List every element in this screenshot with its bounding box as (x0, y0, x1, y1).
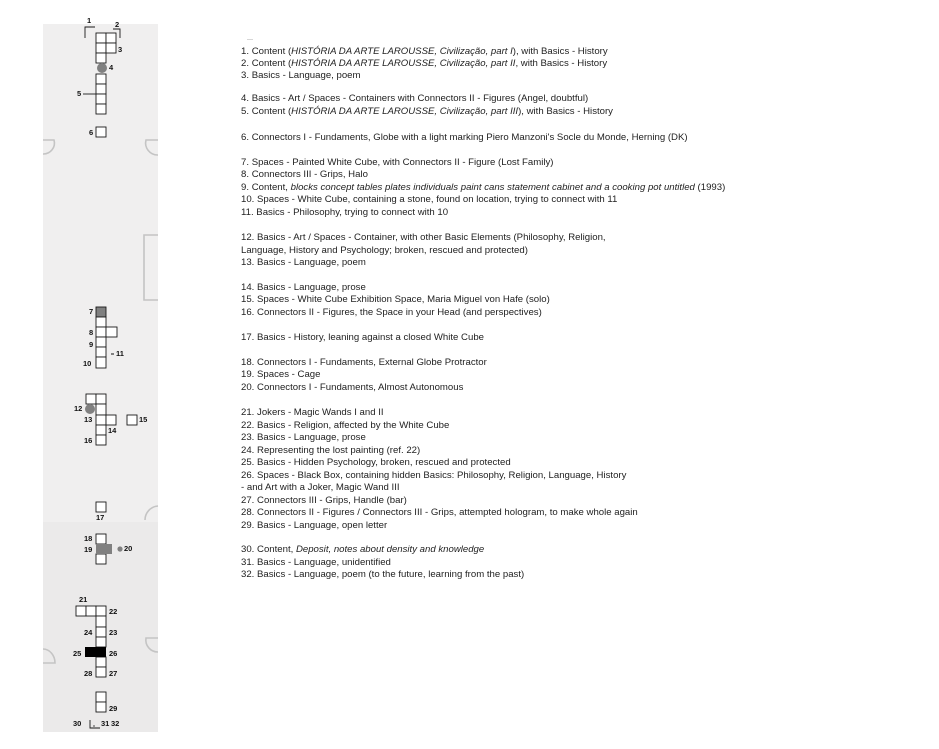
door-arc-right-2 (145, 506, 158, 520)
legend-entry-number: 26. (241, 470, 255, 481)
element-dot-4 (97, 63, 107, 73)
element-box (127, 415, 137, 425)
element-box (96, 606, 106, 616)
element-box (96, 307, 106, 317)
plan-label-5: 5 (77, 89, 82, 98)
element-box (96, 347, 106, 357)
plan-label-9: 9 (89, 340, 94, 349)
element-box (96, 425, 106, 435)
plan-label-3: 3 (118, 45, 123, 54)
legend-entry-title: HISTÓRIA DA ARTE LAROUSSE, Civilização, part II (291, 58, 516, 69)
element-dot-20 (117, 546, 122, 551)
element-box (96, 33, 106, 43)
legend-entry-text: Representing the lost painting (ref. 22) (257, 445, 421, 456)
plan-label-21: 21 (79, 595, 88, 604)
legend-entry-number: 15. (241, 294, 255, 305)
plan-label-29: 29 (109, 704, 118, 713)
element-box (96, 692, 106, 702)
legend-entry-text: Spaces - Cage (257, 369, 321, 380)
element-box (96, 357, 106, 368)
plan-label-4: 4 (109, 63, 114, 72)
legend-entry-number: 29. (241, 520, 255, 531)
plan-label-10: 10 (83, 359, 92, 368)
legend-entry-number: 6. (241, 132, 250, 143)
element-box (96, 616, 106, 627)
legend-entry-text: Basics - Language, prose (257, 432, 366, 443)
element-box (76, 606, 86, 616)
legend-entry (241, 456, 511, 469)
legend-entry (241, 206, 448, 219)
legend-entry-text: Basics - History, leaning against a closed White Cube (257, 332, 484, 343)
plan-label-12: 12 (74, 404, 83, 413)
legend-entry-text: - and Art with a Joker, Magic Wand III (241, 482, 400, 493)
legend-entry (241, 293, 550, 306)
legend-entry-number: 28. (241, 507, 255, 518)
legend-entry-text: Content, (257, 544, 296, 555)
legend-entry-number: 5. (241, 106, 250, 117)
plan-label-27: 27 (109, 669, 118, 678)
element-box (96, 637, 106, 647)
legend-entry-number: 24. (241, 445, 255, 456)
element-box (96, 94, 106, 104)
legend-entry-number: 9. (241, 182, 250, 193)
door-arc-left-1 (43, 140, 54, 154)
legend-entry (241, 69, 360, 82)
legend-entry (241, 193, 617, 206)
plan-label-32: 32 (111, 719, 120, 728)
plan-label-19: 19 (84, 545, 93, 554)
plan-label-16: 16 (84, 436, 93, 445)
legend-entry-number: 2. (241, 58, 250, 69)
legend-entry-text: Connectors III - Grips, Handle (bar) (257, 495, 407, 506)
plan-label-25: 25 (73, 649, 82, 658)
legend-entry (241, 168, 368, 181)
legend-entry-text: Basics - Hidden Psychology, broken, rescued and protected (257, 457, 511, 468)
legend-entry-text: Language, History and Psychology; broken, rescued and protected) (241, 245, 528, 256)
legend-entry-text: Spaces - Painted White Cube, with Connectors II - Figure (Lost Family) (251, 157, 554, 168)
floor-plan-drawing (43, 24, 158, 732)
legend-entry-number: 4. (241, 93, 250, 104)
plan-label-6: 6 (89, 128, 94, 137)
element-box (106, 33, 116, 43)
door-arc-left-2 (43, 649, 55, 663)
bracket-1 (85, 27, 95, 38)
element-box (96, 104, 106, 114)
legend-entry-number: 16. (241, 307, 255, 318)
plan-label-8: 8 (89, 328, 94, 337)
element-box (96, 74, 106, 84)
plan-label-30: 30 (73, 719, 82, 728)
legend-entry-text: Basics - Language, unidentified (257, 557, 391, 568)
legend-entry-title: HISTÓRIA DA ARTE LAROUSSE, Civilização, part III (291, 106, 519, 117)
alcove-right (144, 235, 158, 300)
legend-entry (241, 306, 542, 319)
element-box (106, 43, 116, 53)
legend-entry-text: Basics - Religion, affected by the White Cube (257, 420, 450, 431)
legend-entry-number: 3. (241, 70, 250, 81)
plan-label-18: 18 (84, 534, 93, 543)
legend-entry-title: HISTÓRIA DA ARTE LAROUSSE, Civilização, part I (291, 46, 513, 57)
legend-entry-text: Basics - Art / Spaces - Containers with Connectors II - Figures (Angel, doubtful) (251, 93, 589, 104)
legend-entry-text: Basics - Language, open letter (257, 520, 388, 531)
legend-entry-number: 14. (241, 282, 255, 293)
legend-entry (241, 406, 384, 419)
plan-label-1: 1 (87, 16, 92, 25)
legend-entry-text: Spaces - White Cube, containing a stone, found on location, trying to connect with 11 (257, 194, 618, 205)
legend-entry (241, 381, 463, 394)
legend-entry (241, 519, 387, 532)
legend-entry-number: 1. (241, 46, 250, 57)
element-box (96, 394, 106, 404)
legend-entry-number: 23. (241, 432, 255, 443)
legend-entry-number: 17. (241, 332, 255, 343)
element-dot-12 (85, 404, 95, 414)
plan-label-13: 13 (84, 415, 93, 424)
legend-entry-suffix: (1993) (694, 182, 726, 193)
legend-entry-text: Content ( (251, 58, 292, 69)
legend-entry-number: 32. (241, 569, 255, 580)
element-box (96, 127, 106, 137)
legend-entry-number: 21. (241, 407, 255, 418)
legend-entry-text: Basics - Philosophy, trying to connect with 10 (256, 207, 449, 218)
legend-entry-text: Content, (251, 182, 291, 193)
floor-plan (43, 16, 158, 732)
legend-entry (241, 506, 638, 519)
plan-label-15: 15 (139, 415, 148, 424)
legend-entry (241, 256, 366, 269)
legend-entry (241, 568, 524, 581)
legend-entry (241, 105, 613, 118)
element-box (96, 53, 106, 63)
legend-entry-text: Connectors I - Fundaments, External Globe Protractor (257, 357, 487, 368)
legend-entry-number: 30. (241, 544, 255, 555)
element-box (96, 84, 106, 94)
legend-entry-title: Deposit, notes about density and knowledge (295, 544, 485, 555)
legend-entry-title: blocks concept tables plates individuals paint cans statement cabinet and a cooking pot untitled (290, 182, 695, 193)
plan-label-23: 23 (109, 628, 118, 637)
legend-entry-number: 10. (241, 194, 255, 205)
door-arc-right-3 (146, 638, 158, 652)
plan-label-7: 7 (89, 307, 94, 316)
element-box (96, 404, 106, 415)
legend-entry-text: Spaces - White Cube Exhibition Space, Maria Miguel von Hafe (solo) (257, 294, 550, 305)
element-box (96, 702, 106, 712)
legend-entry (241, 131, 688, 144)
legend-entry-number: 8. (241, 169, 250, 180)
element-box (96, 667, 106, 677)
legend-entry-number: 19. (241, 369, 255, 380)
plan-label-24: 24 (84, 628, 93, 637)
element-box (96, 627, 106, 637)
legend-entry (241, 331, 484, 344)
legend-entry (241, 543, 484, 556)
divider-mark (247, 39, 253, 40)
element-box (96, 435, 106, 445)
legend-entry-number: 22. (241, 420, 255, 431)
element-cage-19 (96, 544, 112, 554)
element-box (96, 327, 106, 337)
plan-label-14: 14 (108, 426, 117, 435)
legend-entry-text: Connectors II - Figures / Connectors III - Grips, attempted hologram, to make whole again (257, 507, 638, 518)
element-box (86, 394, 96, 404)
legend-entry-number: 18. (241, 357, 255, 368)
plan-label-17: 17 (96, 513, 105, 522)
element-box (96, 337, 106, 347)
legend-entry-text: Basics - Language, poem (257, 257, 366, 268)
door-arc-right-1 (146, 140, 158, 155)
element-box (106, 415, 116, 425)
plan-label-28: 28 (84, 669, 93, 678)
legend-entry-number: 13. (241, 257, 255, 268)
element-box (86, 606, 96, 616)
legend-entry-suffix: ), with Basics - History (518, 106, 613, 117)
legend-entry (241, 368, 320, 381)
legend-entry-text: Content ( (251, 46, 292, 57)
element-box (96, 502, 106, 512)
legend-entry (241, 481, 400, 494)
plan-label-11: 11 (116, 349, 124, 358)
element-box (96, 534, 106, 544)
legend-entry-text: Connectors I - Fundaments, Almost Autonomous (257, 382, 464, 393)
legend-entry (241, 92, 588, 105)
legend-entry-number: 12. (241, 232, 255, 243)
legend-entry-text: Basics - Language, poem (251, 70, 361, 81)
legend-entry-number: 20. (241, 382, 255, 393)
legend-entry-text: Spaces - Black Box, containing hidden Basics: Philosophy, Religion, Language, History (257, 470, 627, 481)
element-box (96, 415, 106, 425)
legend-entry-text: Connectors III - Grips, Halo (251, 169, 368, 180)
bracket-30 (90, 720, 100, 728)
element-dot-30 (93, 725, 95, 727)
element-box (96, 657, 106, 667)
element-black-box-25-26 (85, 647, 106, 657)
legend-entry-text: Connectors I - Fundaments, Globe with a light marking Piero Manzoni's Socle du Monde, Herning (DK) (251, 132, 688, 143)
legend-entry-suffix: , with Basics - History (515, 58, 608, 69)
element-box (96, 554, 106, 564)
element-box (96, 317, 106, 327)
legend-entry-text: Jokers - Magic Wands I and II (257, 407, 384, 418)
legend-entry-number: 31. (241, 557, 255, 568)
legend-entry-text: Basics - Language, prose (257, 282, 366, 293)
legend-entry-number: 27. (241, 495, 255, 506)
legend-entry (241, 431, 366, 444)
legend-entry-number: 25. (241, 457, 255, 468)
legend-entry (241, 231, 606, 244)
legend-entry-suffix: ), with Basics - History (512, 46, 608, 57)
plan-label-26: 26 (109, 649, 118, 658)
legend-entry-number: 7. (241, 157, 250, 168)
plan-label-2: 2 (115, 20, 120, 29)
element-box (106, 327, 117, 337)
legend-entry-text: Basics - Language, poem (to the future, learning from the past) (257, 569, 525, 580)
legend-entry-text: Basics - Art / Spaces - Container, with other Basic Elements (Philosophy, Religion, (257, 232, 606, 243)
plan-label-22: 22 (109, 607, 118, 616)
plan-label-31: 31 (101, 719, 110, 728)
legend-entry-number: 11. (241, 207, 254, 218)
plan-label-20: 20 (124, 544, 133, 553)
legend-entry-text: Content ( (251, 106, 292, 117)
legend-entry-text: Connectors II - Figures, the Space in your Head (and perspectives) (257, 307, 542, 318)
element-box (96, 43, 106, 53)
element-mark-11 (111, 353, 114, 355)
